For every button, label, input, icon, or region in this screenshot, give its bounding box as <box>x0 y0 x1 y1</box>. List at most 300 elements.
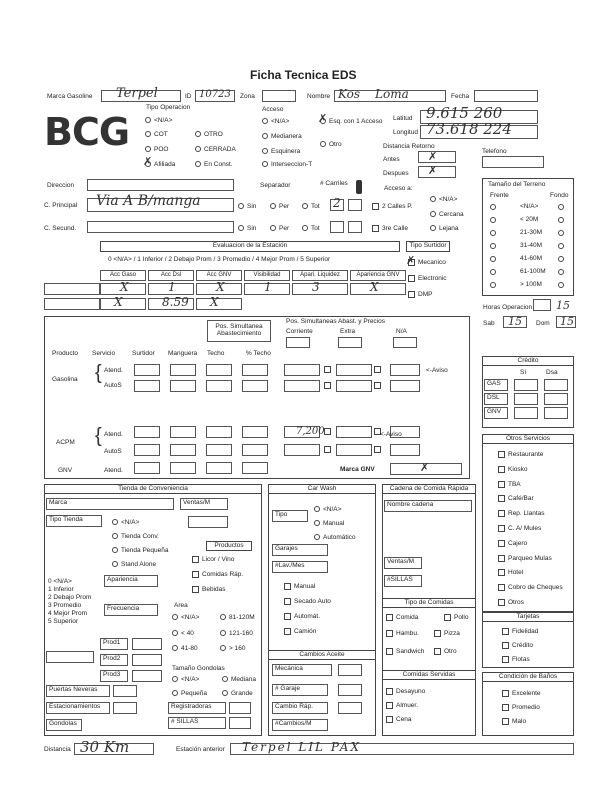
area-option <box>220 645 245 652</box>
eval-header: Visibilidad <box>244 270 290 281</box>
cambio-rap-field[interactable]: Cambio Ráp. <box>272 702 328 714</box>
tarjeta-item <box>502 628 538 635</box>
fondo-radio[interactable] <box>558 256 564 262</box>
na-cell[interactable] <box>390 444 420 456</box>
credito-dsa-cell[interactable] <box>544 407 568 419</box>
carwash-item <box>284 628 316 635</box>
op-radio[interactable] <box>145 146 151 152</box>
carwash-option-radio[interactable] <box>314 520 320 526</box>
otros-item-checkbox[interactable] <box>498 540 505 547</box>
otros-item <box>498 481 521 488</box>
servicio-item-text: Almuer. <box>396 702 419 710</box>
producto-item <box>192 586 226 593</box>
area-option-radio[interactable] <box>220 630 226 636</box>
tot-radio[interactable] <box>302 225 308 231</box>
carwash-option <box>314 506 341 513</box>
cs-per: Per <box>270 225 289 232</box>
frecuencia-field[interactable]: Frecuencia <box>104 604 158 616</box>
acceso-radio[interactable] <box>262 148 268 154</box>
tarjeta-item-checkbox[interactable] <box>502 628 509 635</box>
frente-radio[interactable] <box>490 282 496 288</box>
id-label: ID <box>185 93 192 100</box>
op-selected-mark: ✗ <box>143 155 153 168</box>
credito-si-cell[interactable] <box>514 379 538 391</box>
condicion-item-checkbox[interactable] <box>502 690 509 697</box>
rating-item: 1 Inferior <box>48 586 74 593</box>
garaje-value[interactable] <box>338 684 362 696</box>
price-cell[interactable] <box>336 380 372 392</box>
eval-header: Acc Gaso <box>100 270 146 281</box>
tienda-ventas-field[interactable]: Ventas/M <box>180 498 228 510</box>
na-field[interactable] <box>393 337 417 348</box>
otros-item <box>498 525 541 532</box>
otros-item <box>498 451 543 458</box>
tienda-horas-field[interactable] <box>188 516 228 528</box>
tienda-tipo-text: Tienda Conv. <box>121 533 159 540</box>
area-option <box>172 614 199 621</box>
tipo-comidas-title: Tipo de Comidas <box>382 598 476 608</box>
cprincipal-value: Via A B/manga <box>96 193 201 209</box>
servicio-item <box>386 716 412 723</box>
op-radio[interactable] <box>195 146 201 152</box>
pump-cell[interactable] <box>134 444 160 456</box>
marca-label: Marca Gasoline <box>47 93 93 100</box>
pump-cell[interactable] <box>170 380 196 392</box>
dos-calles: 2 Calles P. <box>372 203 413 210</box>
op-option: Afiliada <box>145 161 175 168</box>
pump-cell[interactable] <box>206 426 232 438</box>
num-cambios-field[interactable]: #Cambios/M <box>272 719 328 731</box>
fondo-radio[interactable] <box>558 282 564 288</box>
acceso-opt-radio[interactable] <box>430 211 436 217</box>
na-cell[interactable] <box>390 380 420 392</box>
comida-item-checkbox[interactable] <box>444 614 451 621</box>
gnv-atend: Atend. <box>104 467 123 474</box>
credito-dsa-cell[interactable] <box>544 393 568 405</box>
evaluaciones-row-box <box>44 283 100 295</box>
gnv-cell[interactable] <box>206 462 232 474</box>
pump-cell[interactable] <box>242 364 268 376</box>
prod-value-field[interactable] <box>132 638 162 650</box>
separador-label: Separador <box>260 182 291 189</box>
producto-item-checkbox[interactable] <box>192 586 199 593</box>
area-option <box>220 614 255 621</box>
direccion-label: Direccion <box>47 182 75 189</box>
op-radio[interactable] <box>145 117 151 123</box>
area-option-radio[interactable] <box>220 614 226 620</box>
eval-header: Apari. Liquidez <box>292 270 348 281</box>
comida-item-checkbox[interactable] <box>386 630 393 637</box>
frente-radio[interactable] <box>490 204 496 210</box>
frente-radio[interactable] <box>490 243 496 249</box>
otros-item-checkbox[interactable] <box>498 510 505 517</box>
area-option-radio[interactable] <box>220 645 226 651</box>
carriles-label: # Carriles <box>320 180 348 187</box>
pump-cell[interactable] <box>170 444 196 456</box>
comida-item-checkbox[interactable] <box>434 630 441 637</box>
esq-option: Esq. con 1 Acceso <box>320 118 382 125</box>
sab-label: Sab <box>483 320 495 327</box>
gondola-option-text: <N/A> <box>181 676 200 683</box>
otros-item-checkbox[interactable] <box>498 466 505 473</box>
area-option <box>220 630 253 637</box>
gasolina-atend: Atend. <box>104 367 123 374</box>
otro-radio[interactable] <box>320 141 326 147</box>
tamano-row-label: <N/A> <box>520 203 539 210</box>
prod-value-field[interactable] <box>132 670 162 682</box>
acceso-opt: Cercana <box>430 211 464 218</box>
garajes-field[interactable]: Garajes <box>272 544 328 556</box>
otros-item-text: Cajero <box>508 540 528 548</box>
prod-list-item: Prod1 <box>100 638 128 650</box>
rating-item: 0 <N/A> <box>48 578 72 585</box>
price-cell[interactable] <box>284 444 320 456</box>
acpm-precio: 7,200 <box>296 426 325 437</box>
pump-cell[interactable] <box>242 426 268 438</box>
acceso-option: Esquinera <box>262 148 300 155</box>
otros-item-text: C. A/ Mules <box>508 525 542 533</box>
eval-header: Apariencia GNV <box>350 270 406 281</box>
rating-item: 2 Debajo Prom <box>48 594 92 601</box>
gondola-option-text: Mediana <box>231 676 256 683</box>
comida-item <box>386 630 419 637</box>
price-checkbox[interactable] <box>324 446 331 453</box>
vol-cell[interactable] <box>196 298 242 310</box>
otros-item-checkbox[interactable] <box>498 525 505 532</box>
evaluacion-scale: 0 <N/A> / 1 Inferior / 2 Debajo Prom / 3 Promedio / 4 Mejor Prom / 5 Superior <box>108 256 331 263</box>
otros-item-text: Parqueo Mulas <box>508 554 552 562</box>
otros-item-checkbox[interactable] <box>498 451 505 458</box>
gnv-cell[interactable] <box>134 462 160 474</box>
price-checkbox[interactable] <box>374 446 381 453</box>
puertas-value-field[interactable] <box>113 685 137 697</box>
producto-item-checkbox[interactable] <box>192 556 199 563</box>
producto-item-checkbox[interactable] <box>192 571 199 578</box>
servicio-item-checkbox[interactable] <box>386 702 393 709</box>
csecund-field[interactable] <box>87 221 234 233</box>
credito-dsa-cell[interactable] <box>544 379 568 391</box>
frente-radio[interactable] <box>490 256 496 262</box>
apariencia-field[interactable]: Apariencia <box>104 575 158 587</box>
aviso-label: <-Aviso <box>426 367 448 374</box>
otros-item-text: Hotel <box>508 569 524 577</box>
price-checkbox[interactable] <box>324 428 331 435</box>
na-cell[interactable] <box>390 364 420 376</box>
garaje-num-field[interactable]: # Garaje <box>272 684 328 696</box>
tienda-tipo <box>112 533 159 540</box>
pump-cell[interactable] <box>206 380 232 392</box>
tienda-tipo <box>112 547 168 554</box>
tienda-tipo-radio[interactable] <box>112 533 118 539</box>
cambio-value[interactable] <box>338 702 362 714</box>
comida-item-text: Otro <box>444 648 457 656</box>
corriente-field[interactable] <box>286 337 310 348</box>
tarjetas-title: Tarjetas <box>482 612 574 622</box>
latitud-value: 9.615 260 <box>426 104 503 122</box>
fondo-radio[interactable] <box>558 243 564 249</box>
comida-item-checkbox[interactable] <box>434 648 441 655</box>
pos-sim-box: Pos. Simultanea Abastecimiento <box>207 320 271 342</box>
gondolas-field[interactable]: Gondolas <box>46 719 82 731</box>
producto-item-text: Licor / Vino <box>202 556 235 564</box>
otros-item-checkbox[interactable] <box>498 584 505 591</box>
price-cell[interactable] <box>336 444 372 456</box>
pump-cell[interactable] <box>170 364 196 376</box>
otros-title: Otros Servicios <box>482 434 574 444</box>
otros-item-checkbox[interactable] <box>498 495 505 502</box>
prod-value-field[interactable] <box>132 654 162 666</box>
comida-sillas-field[interactable]: #SILLAS <box>384 575 422 587</box>
price-cell[interactable] <box>336 426 372 438</box>
per-radio[interactable] <box>270 225 276 231</box>
fondo-radio[interactable] <box>558 269 564 275</box>
comida-title: Cadena de Comida Rápida <box>382 484 476 494</box>
pump-cell[interactable] <box>134 380 160 392</box>
telefono-label: Telefono <box>482 148 507 155</box>
nombre-prefix: Kos <box>338 87 361 101</box>
dos-calles-checkbox[interactable] <box>372 203 379 210</box>
tot-radio[interactable] <box>302 203 308 209</box>
carwash-item-checkbox[interactable] <box>284 583 291 590</box>
cprincipal-label: C. Principal <box>44 202 78 209</box>
frente-radio[interactable] <box>490 217 496 223</box>
carwash-tipo-field[interactable]: Tipo <box>272 510 308 522</box>
price-cell[interactable] <box>284 364 320 376</box>
carriles-sec-field[interactable] <box>330 221 344 233</box>
gondola-option-radio[interactable] <box>172 676 178 682</box>
antes-mark: ✗ <box>428 150 438 163</box>
sillas-field[interactable]: # SILLAS <box>168 717 226 729</box>
per-radio[interactable] <box>270 203 276 209</box>
registradoras-value-field[interactable] <box>229 702 251 714</box>
condicion-item <box>502 690 541 697</box>
eval-value: X <box>216 280 225 294</box>
lv-field[interactable] <box>533 299 551 311</box>
cambios-title: Cambios Aceite <box>268 650 376 660</box>
comidas-servidas-title: Comidas Servidas <box>382 670 476 680</box>
vol-cell[interactable] <box>100 298 146 310</box>
gondola-option-radio[interactable] <box>222 676 228 682</box>
telefono-field[interactable] <box>482 156 544 168</box>
area-option <box>172 645 198 652</box>
registradoras-field[interactable]: Registradoras <box>168 702 226 714</box>
carwash-item-checkbox[interactable] <box>284 628 291 635</box>
carriles-field-2[interactable] <box>348 199 362 211</box>
tipo-surtidor-title: Tipo Surtidor <box>406 241 450 252</box>
otros-item-checkbox[interactable] <box>498 569 505 576</box>
price-checkbox[interactable] <box>324 382 331 389</box>
carwash-item-checkbox[interactable] <box>284 613 291 620</box>
eval-value: 3 <box>312 280 320 294</box>
mecanica-value[interactable] <box>338 664 362 676</box>
acceso-opt: Lejana <box>430 225 459 232</box>
tienda-tipo-radio[interactable] <box>112 519 118 525</box>
carwash-item <box>284 583 315 590</box>
otros-item-checkbox[interactable] <box>498 555 505 562</box>
condicion-item-checkbox[interactable] <box>502 718 509 725</box>
condicion-item-checkbox[interactable] <box>502 704 509 711</box>
sillas-value-field[interactable] <box>229 717 251 729</box>
comida-item-checkbox[interactable] <box>386 648 393 655</box>
estacionamientos-field[interactable]: Estacionamientos <box>46 702 110 714</box>
price-checkbox[interactable] <box>374 366 381 373</box>
comida-nombre-field[interactable]: Nombre cadena <box>384 500 472 512</box>
eval-cell[interactable] <box>292 283 348 295</box>
carwash-item-text: Secado Auto <box>294 598 331 606</box>
op-radio[interactable] <box>195 131 201 137</box>
tamano-row-label: < 20M <box>520 216 539 223</box>
puertas-field[interactable]: Puertas Neveras <box>46 685 110 697</box>
otros-item-text: Restaurante <box>508 451 544 459</box>
carwash-item-text: Manual <box>294 583 316 591</box>
comida-item-checkbox[interactable] <box>386 614 393 621</box>
carriles-value: 2 <box>333 196 341 210</box>
tarjeta-item-checkbox[interactable] <box>502 642 509 649</box>
servicio-item-checkbox[interactable] <box>386 716 393 723</box>
condicion-title: Condición de Baños <box>482 672 574 682</box>
longitud-value: 73.618 224 <box>426 120 512 138</box>
gondola-option <box>172 676 199 683</box>
carriles-sec-field-2[interactable] <box>348 221 362 233</box>
acceso-radio[interactable] <box>262 118 268 124</box>
cs-tot: Tot <box>302 225 320 232</box>
producto-item-text: Bebidas <box>202 586 226 594</box>
fecha-label: Fecha <box>451 93 470 100</box>
price-cell[interactable] <box>336 364 372 376</box>
comida-item-text: Sandwich <box>396 648 425 656</box>
esq-mark: ✗ <box>318 112 328 125</box>
gondola-option-radio[interactable] <box>222 690 228 696</box>
tienda-title: Tienda de Conveniencia <box>44 484 262 494</box>
acpm-atend: Atend. <box>104 431 123 438</box>
otros-item-checkbox[interactable] <box>498 599 505 606</box>
credito-title: Crédito <box>482 356 574 366</box>
carwash-option-radio[interactable] <box>314 506 320 512</box>
gondola-option <box>172 690 207 697</box>
rating-item: 5 Superior <box>48 618 78 625</box>
electronico-option: Electronic <box>408 275 447 282</box>
nombre-label: Nombre <box>307 93 331 100</box>
otros-item <box>498 569 523 576</box>
dom-value: 15 <box>560 315 574 328</box>
comida-item <box>434 648 457 655</box>
gondola-option-radio[interactable] <box>172 690 178 696</box>
direccion-field[interactable] <box>87 179 234 191</box>
frente-radio[interactable] <box>490 269 496 275</box>
mecanica-field[interactable]: Mecánica <box>272 664 332 676</box>
credito-si-cell[interactable] <box>514 393 538 405</box>
pump-cell[interactable] <box>134 426 160 438</box>
comida-ventas-field[interactable]: Ventas/M <box>384 557 422 569</box>
price-checkbox[interactable] <box>374 382 381 389</box>
comida-item <box>444 614 468 621</box>
pump-cell[interactable] <box>170 426 196 438</box>
traffic-light-icon <box>356 180 362 194</box>
tienda-tipo-field[interactable]: Tipo Tienda <box>46 515 102 527</box>
op-option: POO <box>145 146 168 153</box>
pump-cell[interactable] <box>134 364 160 376</box>
tres-calle-checkbox[interactable] <box>372 225 379 232</box>
zona-field[interactable] <box>262 90 296 102</box>
otros-item <box>498 555 552 562</box>
pump-cell[interactable] <box>242 444 268 456</box>
comida-item-text: Comida <box>396 614 419 622</box>
tamano-row-label: > 100M <box>520 281 542 288</box>
fecha-field[interactable] <box>474 90 538 102</box>
acpm-brace: { <box>95 425 102 447</box>
frecios-field[interactable] <box>46 651 94 663</box>
comida-item-text: Pollo <box>454 614 469 622</box>
tres-calle: 3re Calle <box>372 225 408 232</box>
gnv-cell[interactable] <box>170 462 196 474</box>
otros-item-checkbox[interactable] <box>498 481 505 488</box>
acceso-opt-radio[interactable] <box>430 225 436 231</box>
extra-field[interactable] <box>338 337 362 348</box>
latitud-label: Latitud <box>393 115 413 122</box>
acceso-option: Interseccion-T <box>262 161 312 168</box>
area-option-radio[interactable] <box>172 630 178 636</box>
sin-radio[interactable] <box>238 203 244 209</box>
price-cell[interactable] <box>284 380 320 392</box>
fondo-radio[interactable] <box>558 204 564 210</box>
dmp-checkbox[interactable] <box>408 291 415 298</box>
otros-item <box>498 510 545 517</box>
electronico-checkbox[interactable] <box>408 275 415 282</box>
area-option-radio[interactable] <box>172 614 178 620</box>
tienda-marca-field[interactable]: Marca <box>46 498 174 510</box>
zona-label: Zona <box>240 93 255 100</box>
fondo-radio[interactable] <box>558 217 564 223</box>
comida-item-text: Hambu. <box>396 630 419 638</box>
price-checkbox[interactable] <box>324 366 331 373</box>
otros-item-text: TBA <box>508 480 521 488</box>
gnv-cell[interactable] <box>242 462 268 474</box>
frente-radio[interactable] <box>490 230 496 236</box>
estacionamientos-value-field[interactable] <box>113 702 137 714</box>
prod-list-item: Prod3 <box>100 670 128 682</box>
eval-header: Acc GNV <box>196 270 242 281</box>
tienda-tipo-radio[interactable] <box>112 547 118 553</box>
carwash-item-checkbox[interactable] <box>284 598 291 605</box>
prod-list-item: Prod2 <box>100 654 128 666</box>
op-radio[interactable] <box>195 161 201 167</box>
tarjeta-item-checkbox[interactable] <box>502 656 509 663</box>
pump-cell[interactable] <box>206 444 232 456</box>
carwash-option-radio[interactable] <box>314 534 320 540</box>
lav-field[interactable]: #Lav./Mes <box>272 561 328 573</box>
acceso-radio[interactable] <box>262 133 268 139</box>
fondo-radio[interactable] <box>558 230 564 236</box>
op-radio[interactable] <box>145 131 151 137</box>
pump-cell[interactable] <box>242 380 268 392</box>
acceso-opt-radio[interactable] <box>430 196 436 202</box>
acpm-label: ACPM <box>56 439 75 446</box>
otros-item-text: Rep. Llantas <box>508 510 545 518</box>
servicio-item-checkbox[interactable] <box>386 688 393 695</box>
eval-value: X <box>120 280 129 294</box>
pump-cell[interactable] <box>206 364 232 376</box>
area-option-radio[interactable] <box>172 645 178 651</box>
condicion-item-text: Excelente <box>512 690 541 698</box>
acceso-radio[interactable] <box>262 161 268 167</box>
antes-label: Antes <box>383 156 400 163</box>
credito-si-cell[interactable] <box>514 407 538 419</box>
acceso-option: Medianera <box>262 133 302 140</box>
tienda-tipo-radio[interactable] <box>112 561 118 567</box>
aviso-label: <-Aviso <box>380 431 402 438</box>
sin-radio[interactable] <box>238 225 244 231</box>
dom-label: Dom <box>536 320 550 327</box>
